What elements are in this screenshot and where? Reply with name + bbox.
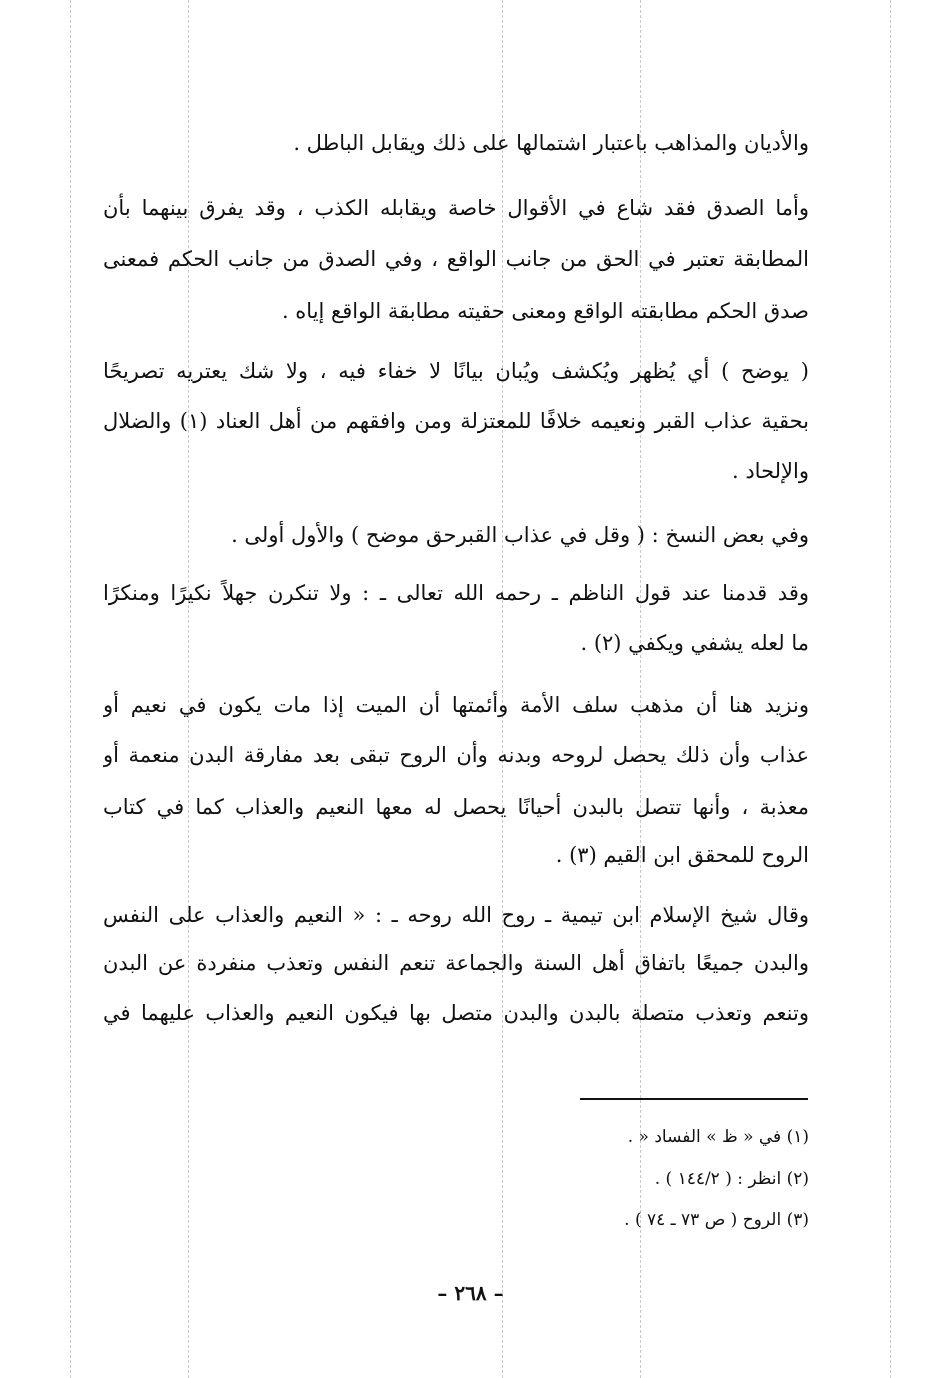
body-line: والإلحاد .	[731, 459, 809, 483]
footnote: (١) في « ظ » الفساد « .	[627, 1127, 809, 1147]
body-line: عذاب وأن ذلك يحصل لروحه وبدنه وأن الروح تبقى بعد مفارقة البدن منعمة أو	[103, 743, 809, 767]
body-line: معذبة ، وأنها تتصل بالبدن أحيانًا يحصل له معها النعيم والعذاب كما في كتاب	[103, 795, 809, 819]
body-line: وقد قدمنا عند قول الناظم ـ رحمه الله تعالى ـ : ولا تنكرن جهلاً نكيرًا ومنكرًا	[103, 581, 809, 605]
body-line: المطابقة تعتبر في الحق من جانب الواقع ، وفي الصدق من جانب الحكم فمعنى	[103, 247, 809, 271]
body-line: وقال شيخ الإسلام ابن تيمية ـ روح الله روحه ـ : « النعيم والعذاب على النفس	[103, 903, 809, 927]
body-line: وأما الصدق فقد شاع في الأقوال خاصة ويقابله الكذب ، وقد يفرق بينهما بأن	[103, 196, 809, 220]
body-line: صدق الحكم مطابقته الواقع ومعنى حقيته مطابقة الواقع إياه .	[281, 299, 809, 323]
footnote: (٣) الروح ( ص ٧٣ ـ ٧٤ ) .	[624, 1210, 809, 1230]
body-line: والأديان والمذاهب باعتبار اشتمالها على ذلك ويقابل الباطل .	[293, 131, 809, 155]
body-line: والبدن جميعًا باتفاق أهل السنة والجماعة تنعم النفس وتعذب منفردة عن البدن	[103, 951, 809, 975]
body-line: وفي بعض النسخ : ( وقل في عذاب القبرحق موضح ) والأول أولى .	[231, 523, 809, 547]
body-line: ونزيد هنا أن مذهب سلف الأمة وأئمتها أن الميت إذا مات يكون في نعيم أو	[103, 693, 809, 717]
body-line: ما لعله يشفي ويكفي (٢) .	[580, 631, 809, 655]
scan-guide-line	[70, 0, 71, 1378]
scan-guide-line	[890, 0, 891, 1378]
footnote: (٢) انظر : ( ١٤٤/٢ ) .	[654, 1169, 809, 1189]
body-line: الروح للمحقق ابن القيم (٣) .	[555, 843, 809, 867]
body-line: ( يوضح ) أي يُظهر ويُكشف ويُبان بيانًا لا خفاء فيه ، ولا شك يعتريه تصريحًا	[103, 359, 809, 383]
body-line: بحقية عذاب القبر ونعيمه خلافًا للمعتزلة ومن وافقهم من أهل العناد (١) والضلال	[103, 409, 809, 433]
footnote-separator	[580, 1098, 808, 1100]
body-line: وتنعم وتعذب متصلة بالبدن والبدن متصل بها فيكون النعيم والعذاب عليهما في	[103, 1001, 809, 1025]
page-number: – ٢٦٨ –	[437, 1281, 504, 1305]
